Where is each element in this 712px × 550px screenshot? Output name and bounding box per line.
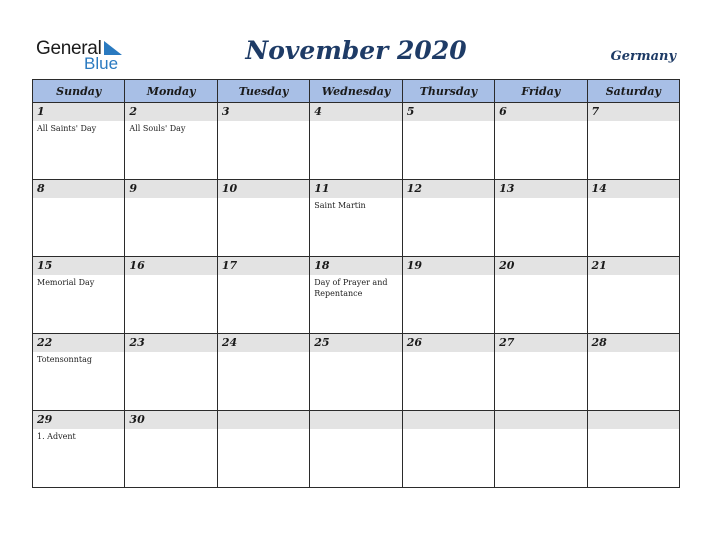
holiday-label	[310, 429, 401, 431]
day-number	[403, 411, 494, 429]
day-number: 30	[125, 411, 216, 429]
day-number: 5	[403, 103, 494, 121]
day-cell[interactable]	[125, 257, 217, 334]
holiday-label: Saint Martin	[314, 201, 366, 210]
day-number	[495, 411, 586, 429]
holiday-label: Totensonntag	[37, 355, 92, 364]
day-cell[interactable]	[217, 103, 309, 180]
weekday-header: Tuesday	[217, 80, 309, 103]
day-number: 19	[403, 257, 494, 275]
holiday-label: All Souls' Day	[129, 124, 186, 133]
day-cell[interactable]	[310, 257, 402, 334]
day-cell[interactable]	[33, 180, 125, 257]
day-number: 7	[588, 103, 679, 121]
holiday-label	[588, 198, 679, 200]
week-row	[33, 334, 680, 411]
holiday-label: 1. Advent	[37, 432, 76, 441]
day-number: 22	[33, 334, 124, 352]
weekday-header: Thursday	[402, 80, 494, 103]
day-cell[interactable]	[33, 411, 125, 488]
day-cell[interactable]	[125, 180, 217, 257]
day-cell[interactable]	[587, 334, 679, 411]
day-number: 2	[125, 103, 216, 121]
day-cell[interactable]	[587, 180, 679, 257]
day-cell[interactable]	[495, 103, 587, 180]
day-cell[interactable]	[495, 257, 587, 334]
day-number: 25	[310, 334, 401, 352]
day-cell[interactable]	[402, 334, 494, 411]
holiday-label	[218, 352, 309, 354]
day-cell[interactable]	[33, 334, 125, 411]
day-number: 11	[310, 180, 401, 198]
day-cell[interactable]	[125, 334, 217, 411]
holiday-label	[218, 121, 309, 123]
day-cell[interactable]	[402, 180, 494, 257]
day-cell[interactable]	[217, 334, 309, 411]
holiday-label	[495, 429, 586, 431]
holiday-label: Day of Prayer and Repentance	[314, 278, 388, 298]
week-row	[33, 257, 680, 334]
day-number: 1	[33, 103, 124, 121]
holiday-label	[310, 121, 401, 123]
holiday-label	[403, 198, 494, 200]
day-cell[interactable]	[310, 334, 402, 411]
day-number: 24	[218, 334, 309, 352]
day-number: 12	[403, 180, 494, 198]
day-number: 27	[495, 334, 586, 352]
day-cell[interactable]	[310, 103, 402, 180]
day-cell[interactable]	[33, 103, 125, 180]
holiday-label	[310, 352, 401, 354]
day-number: 21	[588, 257, 679, 275]
weekday-header: Monday	[125, 80, 217, 103]
day-number: 13	[495, 180, 586, 198]
day-number: 16	[125, 257, 216, 275]
day-number: 4	[310, 103, 401, 121]
weekday-header: Wednesday	[310, 80, 402, 103]
weekday-header: Saturday	[587, 80, 679, 103]
holiday-label	[218, 429, 309, 431]
day-cell[interactable]	[125, 103, 217, 180]
weekday-header-row	[33, 80, 680, 103]
holiday-label	[495, 198, 586, 200]
day-cell[interactable]	[402, 103, 494, 180]
holiday-label	[125, 352, 216, 354]
day-number: 10	[218, 180, 309, 198]
holiday-label: Memorial Day	[37, 278, 95, 287]
day-number: 26	[403, 334, 494, 352]
empty-day-cell	[217, 411, 309, 488]
day-number: 20	[495, 257, 586, 275]
country-label: Germany	[610, 49, 676, 64]
day-cell[interactable]	[217, 257, 309, 334]
empty-day-cell	[495, 411, 587, 488]
day-number: 29	[33, 411, 124, 429]
holiday-label	[403, 352, 494, 354]
day-cell[interactable]	[587, 257, 679, 334]
day-number: 17	[218, 257, 309, 275]
day-cell[interactable]	[495, 334, 587, 411]
holiday-label	[588, 121, 679, 123]
day-cell[interactable]	[33, 257, 125, 334]
day-cell[interactable]	[125, 411, 217, 488]
day-number: 23	[125, 334, 216, 352]
day-number: 6	[495, 103, 586, 121]
holiday-label	[125, 198, 216, 200]
holiday-label	[495, 352, 586, 354]
day-number	[588, 411, 679, 429]
week-row	[33, 411, 680, 488]
calendar-title: November 2020	[245, 36, 467, 65]
weekday-header: Sunday	[33, 80, 125, 103]
week-row	[33, 103, 680, 180]
holiday-label	[125, 275, 216, 277]
holiday-label	[218, 275, 309, 277]
logo-blue-text: Blue	[84, 54, 119, 73]
day-number: 28	[588, 334, 679, 352]
day-number: 9	[125, 180, 216, 198]
day-number: 3	[218, 103, 309, 121]
holiday-label	[588, 429, 679, 431]
day-cell[interactable]	[402, 257, 494, 334]
week-row	[33, 180, 680, 257]
holiday-label	[218, 198, 309, 200]
holiday-label	[403, 121, 494, 123]
day-number	[218, 411, 309, 429]
day-number: 8	[33, 180, 124, 198]
day-number: 15	[33, 257, 124, 275]
holiday-label	[495, 121, 586, 123]
holiday-label	[588, 352, 679, 354]
holiday-label	[403, 275, 494, 277]
day-cell[interactable]	[217, 180, 309, 257]
holiday-label: All Saints' Day	[37, 124, 97, 133]
day-number: 18	[310, 257, 401, 275]
empty-day-cell	[402, 411, 494, 488]
empty-day-cell	[587, 411, 679, 488]
day-cell[interactable]	[587, 103, 679, 180]
day-cell[interactable]	[310, 180, 402, 257]
empty-day-cell	[310, 411, 402, 488]
logo-general-text: General	[36, 38, 102, 59]
holiday-label	[33, 198, 124, 200]
day-cell[interactable]	[495, 180, 587, 257]
day-number: 14	[588, 180, 679, 198]
holiday-label	[403, 429, 494, 431]
holiday-label	[588, 275, 679, 277]
weekday-header: Friday	[495, 80, 587, 103]
day-number	[310, 411, 401, 429]
holiday-label	[125, 429, 216, 431]
month-calendar-grid	[32, 79, 680, 488]
holiday-label	[495, 275, 586, 277]
